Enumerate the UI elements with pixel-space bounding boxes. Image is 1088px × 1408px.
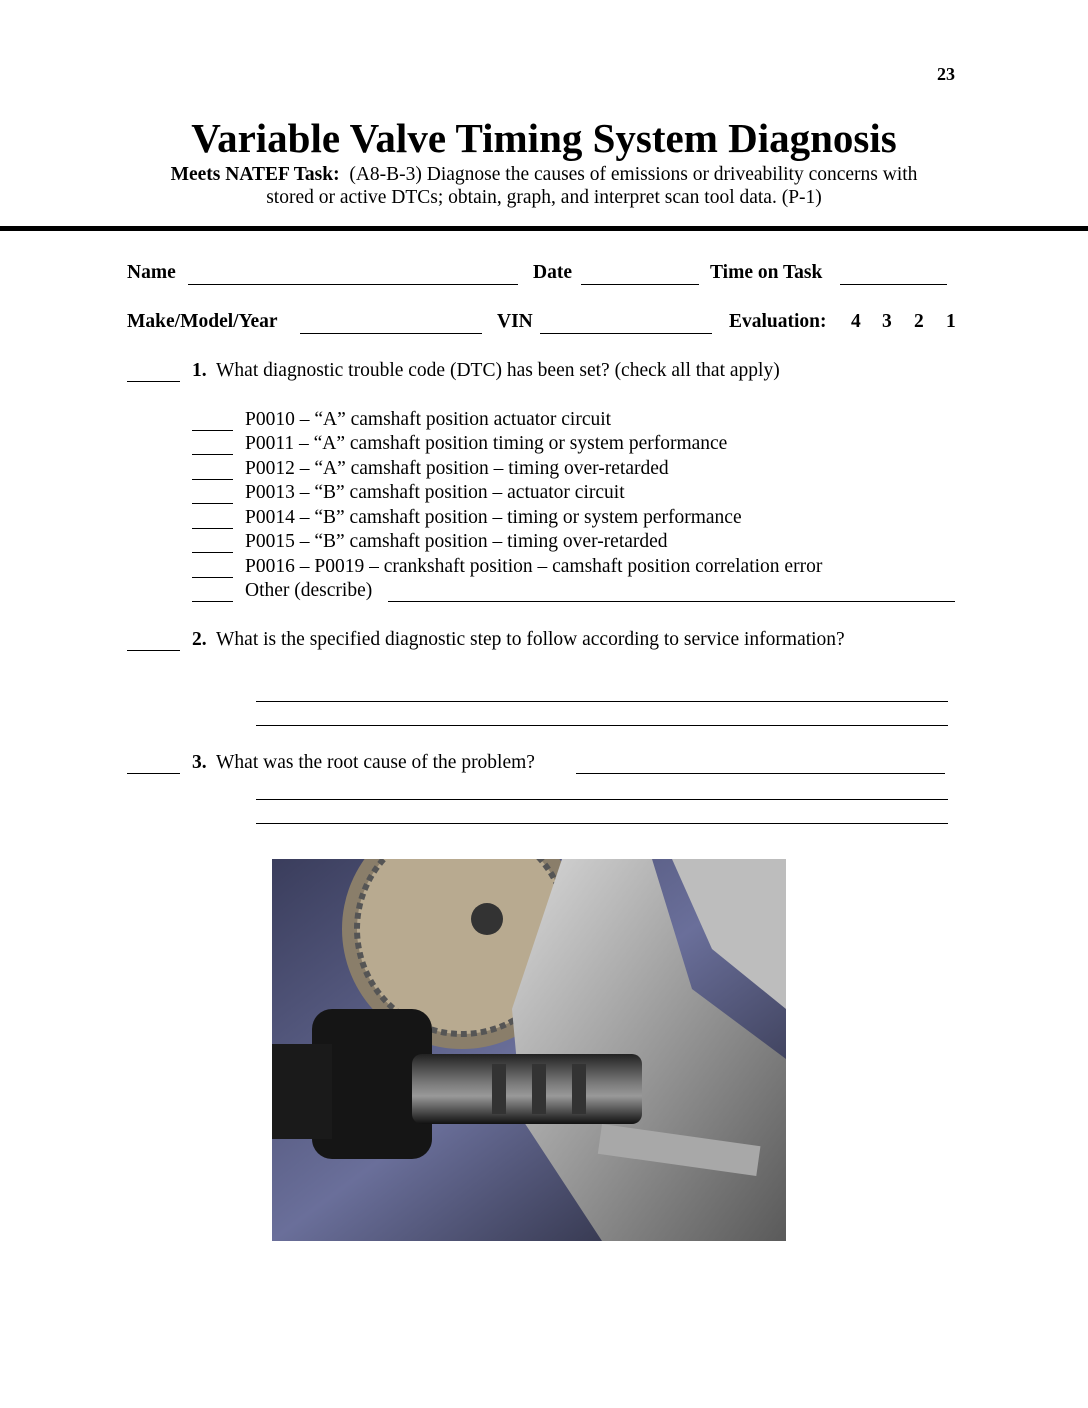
dtc-checkbox-blank[interactable] (192, 454, 233, 455)
dtc-option-label: P0011 – “A” camshaft position timing or system performance (245, 433, 728, 454)
dtc-checkbox-blank[interactable] (192, 528, 233, 529)
make-model-year-label: Make/Model/Year (127, 311, 278, 332)
question-text: What was the root cause of the problem? (216, 752, 535, 773)
dtc-option-label: P0014 – “B” camshaft position – timing or system performance (245, 507, 742, 528)
name-label: Name (127, 262, 176, 283)
page-number: 23 (937, 64, 955, 84)
evaluation-label: Evaluation: (729, 311, 827, 332)
vin-label: VIN (497, 311, 533, 332)
header-divider (0, 226, 1088, 231)
question-3 (192, 752, 535, 774)
dtc-checkbox-blank[interactable] (192, 479, 233, 480)
dtc-option-label: P0012 – “A” camshaft position – timing over-retarded (245, 458, 669, 479)
dtc-option-label: P0016 – P0019 – crankshaft position – camshaft position correlation error (245, 556, 823, 577)
dtc-checkbox-blank[interactable] (192, 577, 233, 578)
q2-answer-line[interactable] (256, 725, 948, 726)
task-label: Meets NATEF Task: (170, 164, 340, 185)
task-text: (A8-B-3) Diagnose the causes of emissions or driveability concerns with (349, 164, 918, 185)
question-number: 3. (192, 752, 207, 773)
evaluation-score-3[interactable]: 3 (882, 311, 892, 332)
q1-score-blank[interactable] (127, 381, 180, 382)
question-1 (192, 360, 780, 382)
name-field[interactable] (188, 284, 518, 285)
dtc-option-label: P0010 – “A” camshaft position actuator circuit (245, 409, 612, 430)
date-field[interactable] (581, 284, 699, 285)
dtc-option-label: P0013 – “B” camshaft position – actuator circuit (245, 482, 625, 503)
question-2 (192, 629, 845, 651)
question-number: 1. (192, 360, 207, 381)
dtc-checkbox-blank[interactable] (192, 503, 233, 504)
other-describe-field[interactable] (388, 601, 955, 602)
task-line-2: stored or active DTCs; obtain, graph, and interpret scan tool data. (P-1) (266, 187, 822, 208)
time-on-task-label: Time on Task (710, 262, 823, 283)
q3-answer-line[interactable] (256, 799, 948, 800)
evaluation-score-1[interactable]: 1 (946, 311, 956, 332)
vin-field[interactable] (540, 333, 712, 334)
dtc-checkbox-blank[interactable] (192, 601, 233, 602)
q3-answer-line[interactable] (256, 823, 948, 824)
vvt-solenoid-photo (272, 859, 786, 1241)
time-on-task-field[interactable] (840, 284, 947, 285)
evaluation-score-4[interactable]: 4 (851, 311, 861, 332)
question-text: What diagnostic trouble code (DTC) has been set? (check all that apply) (216, 360, 780, 381)
question-number: 2. (192, 629, 207, 650)
date-label: Date (533, 262, 572, 283)
question-text: What is the specified diagnostic step to follow according to service information? (216, 629, 845, 650)
make-model-year-field[interactable] (300, 333, 482, 334)
q3-answer-line[interactable] (576, 773, 945, 774)
dtc-checkbox-blank[interactable] (192, 430, 233, 431)
dtc-option-label: P0015 – “B” camshaft position – timing over-retarded (245, 531, 668, 552)
page-title: Variable Valve Timing System Diagnosis (191, 115, 897, 161)
evaluation-score-2[interactable]: 2 (914, 311, 924, 332)
dtc-option-label: Other (describe) (245, 580, 373, 601)
task-line-1 (0, 164, 1088, 186)
dtc-checkbox-blank[interactable] (192, 552, 233, 553)
q2-answer-line[interactable] (256, 701, 948, 702)
q3-score-blank[interactable] (127, 773, 180, 774)
q2-score-blank[interactable] (127, 650, 180, 651)
